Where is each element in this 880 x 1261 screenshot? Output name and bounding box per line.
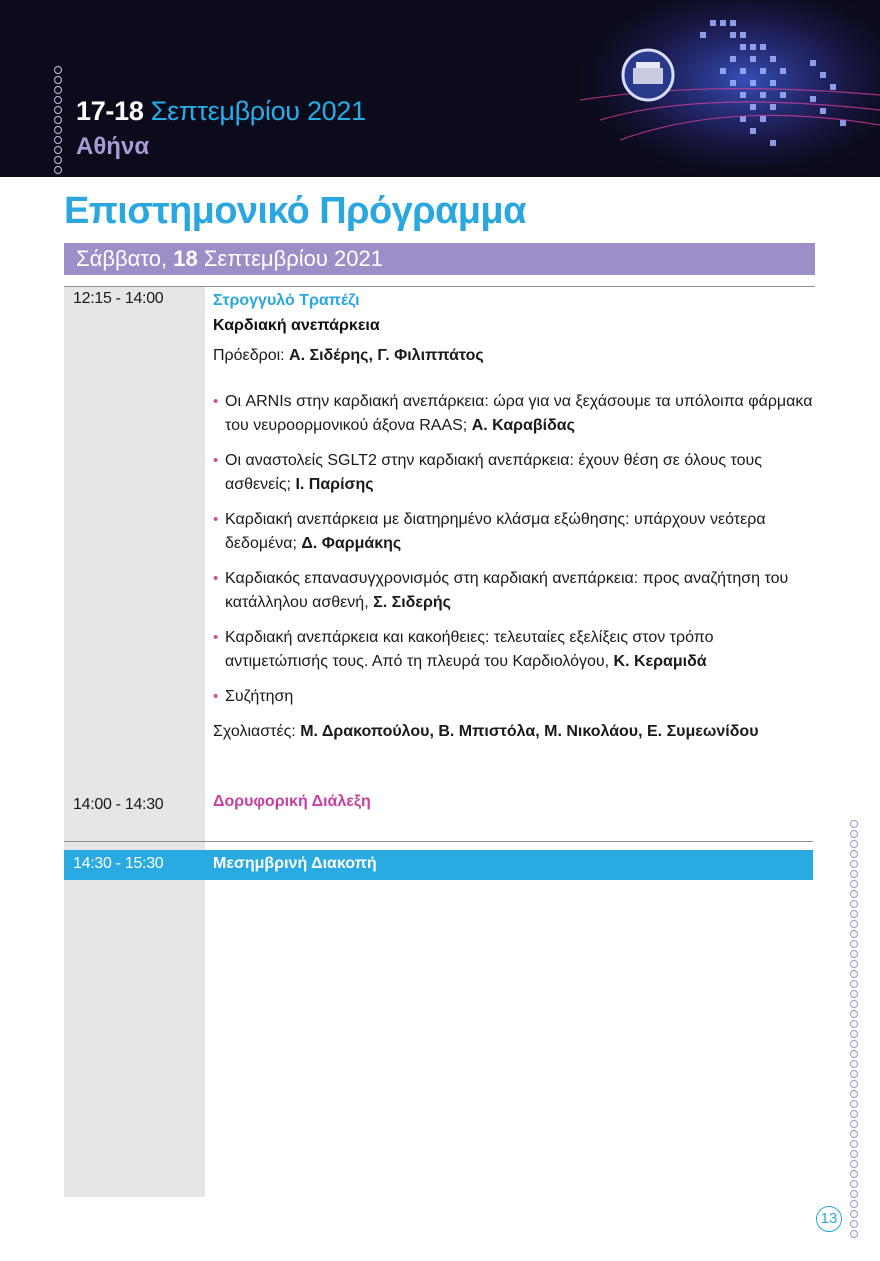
talk-text: Καρδιακός επανασυγχρονισμός στη καρδιακή ανεπάρκεια: προς αναζήτηση του κατάλληλου ασθενή, bbox=[225, 570, 789, 611]
event-dates-rest: Σεπτεμβρίου 2021 bbox=[150, 96, 366, 126]
session-roundtable bbox=[213, 289, 813, 744]
break-label: Μεσημβρινή Διακοπή bbox=[213, 855, 377, 872]
talk-item bbox=[213, 508, 813, 556]
decorative-dots-side bbox=[850, 820, 858, 1238]
session-time: 14:00 - 14:30 bbox=[73, 796, 164, 813]
page-number: 13 bbox=[816, 1206, 842, 1232]
talk-speaker: Ι. Παρίσης bbox=[295, 476, 374, 493]
day-number: 18 bbox=[173, 246, 198, 271]
commenters-names: Μ. Δρακοπούλου, Β. Μπιστόλα, Μ. Νικολάου, Ε. Συμεωνίδου bbox=[300, 723, 759, 740]
commenters-label: Σχολιαστές: bbox=[213, 723, 296, 740]
bullet-icon: • bbox=[213, 629, 219, 646]
talk-item bbox=[213, 685, 813, 709]
talk-text: Συζήτηση bbox=[225, 688, 294, 705]
talk-speaker: Δ. Φαρμάκης bbox=[301, 535, 402, 552]
divider bbox=[64, 841, 813, 842]
session-time: 14:30 - 15:30 bbox=[73, 855, 164, 872]
session-type: Στρογγυλό Τραπέζι bbox=[213, 292, 360, 309]
talk-text: Οι ARNIs στην καρδιακή ανεπάρκεια: ώρα για να ξεχάσουμε τα υπόλοιπα φάρμακα του νευροορμονικού άξονα RAAS; bbox=[225, 393, 813, 434]
banner-graphic bbox=[580, 0, 880, 177]
talk-item bbox=[213, 390, 813, 438]
talk-list bbox=[213, 390, 813, 709]
bullet-icon: • bbox=[213, 511, 219, 528]
talk-speaker: Κ. Κεραμιδά bbox=[613, 653, 707, 670]
session-time: 12:15 - 14:00 bbox=[73, 290, 164, 307]
session-commenters bbox=[213, 720, 813, 744]
bullet-icon: • bbox=[213, 570, 219, 587]
talk-text: Καρδιακή ανεπάρκεια με διατηρημένο κλάσμα εξώθησης: υπάρχουν νεότερα δεδομένα; bbox=[225, 511, 766, 552]
talk-speaker: Σ. Σιδερής bbox=[373, 594, 451, 611]
bullet-icon: • bbox=[213, 452, 219, 469]
time-column bbox=[64, 286, 205, 1197]
day-suffix: Σεπτεμβρίου 2021 bbox=[203, 246, 383, 271]
event-dates bbox=[76, 96, 366, 127]
talk-text: Οι αναστολείς SGLT2 στην καρδιακή ανεπάρκεια: έχουν θέση σε όλους τους ασθενείς; bbox=[225, 452, 762, 493]
page-title: Επιστημονικό Πρόγραμμα bbox=[64, 190, 526, 232]
chairs-label: Πρόεδροι: bbox=[213, 347, 285, 364]
session-chairs bbox=[213, 344, 813, 368]
talk-text: Καρδιακή ανεπάρκεια και κακοήθειες: τελευταίες εξελίξεις στον τρόπο αντιμετώπισής τους. Από τη πλευρά του Καρδιολόγου, bbox=[225, 629, 714, 670]
divider bbox=[64, 286, 815, 287]
header-banner bbox=[0, 0, 880, 177]
talk-item bbox=[213, 567, 813, 615]
bullet-icon: • bbox=[213, 688, 219, 705]
talk-item bbox=[213, 626, 813, 674]
talk-item bbox=[213, 449, 813, 497]
chairs-names: Α. Σιδέρης, Γ. Φιλιππάτος bbox=[289, 347, 484, 364]
session-title: Καρδιακή ανεπάρκεια bbox=[213, 317, 380, 334]
decorative-dots-header bbox=[54, 66, 62, 174]
bullet-icon: • bbox=[213, 393, 219, 410]
day-prefix: Σάββατο, bbox=[76, 246, 168, 271]
lunch-break-bar bbox=[64, 850, 813, 880]
event-city: Αθήνα bbox=[76, 133, 150, 160]
day-header bbox=[64, 243, 815, 275]
talk-speaker: Α. Καραβίδας bbox=[471, 417, 575, 434]
session-satellite-lecture: Δορυφορική Διάλεξη bbox=[213, 793, 371, 810]
event-dates-bold: 17-18 bbox=[76, 96, 144, 126]
